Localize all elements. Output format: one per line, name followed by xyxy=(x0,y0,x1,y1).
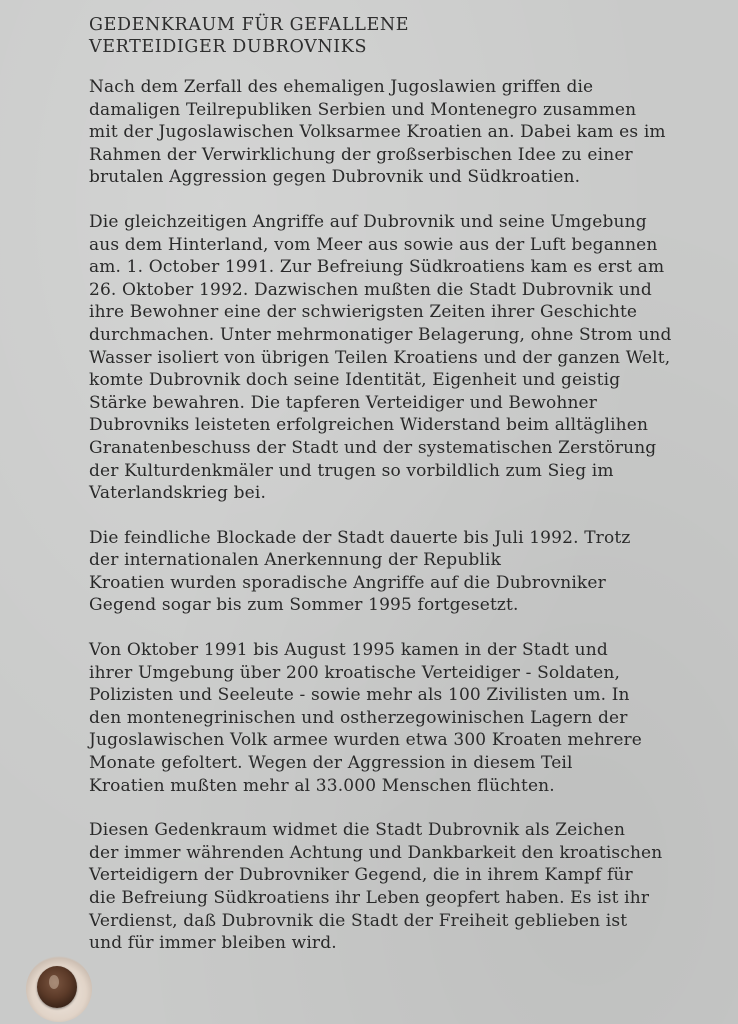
text-line: Stärke bewahren. Die tapferen Verteidiger und Bewohner xyxy=(89,392,598,413)
text-line: Nach dem Zerfall des ehemaligen Jugoslawien griffen die xyxy=(89,77,594,97)
text-line: Polizisten und Seeleute - sowie mehr als 100 Zivilisten um. In xyxy=(89,685,630,706)
text-line: ihrer Umgebung über 200 kroatische Verteidiger - Soldaten, xyxy=(89,662,621,683)
text-line: Vaterlandskrieg bei. xyxy=(89,483,266,504)
text-line: Von Oktober 1991 bis August 1995 kamen in der Stadt und xyxy=(89,640,608,661)
text-line: durchmachen. Unter mehrmonatiger Belagerung, ohne Strom und xyxy=(89,324,672,345)
text-line: komte Dubrovnik doch seine Identität, Eigenheit und geistig xyxy=(89,370,621,391)
text-line: damaligen Teilrepubliken Serbien und Montenegro zusammen xyxy=(89,99,637,120)
text-line: Rahmen der Verwirklichung der großserbischen Idee zu einer xyxy=(89,144,633,165)
text-line: aus dem Hinterland, vom Meer aus sowie aus der Luft begannen xyxy=(89,234,658,255)
plaque-title xyxy=(89,14,708,58)
paragraph-5 xyxy=(89,819,708,955)
text-line: den montenegrinischen und ostherzegowinischen Lagern der xyxy=(89,707,628,728)
text-line: Granatenbeschuss der Stadt und der systematischen Zerstörung xyxy=(89,437,657,458)
paragraph-4 xyxy=(89,639,708,797)
text-line: und für immer bleiben wird. xyxy=(89,933,337,954)
text-line: Kroatien mußten mehr al 33.000 Menschen flüchten. xyxy=(89,775,555,796)
text-line: Wasser isoliert von übrigen Teilen Kroatiens und der ganzen Welt, xyxy=(89,347,671,368)
text-line: der immer währenden Achtung und Dankbarkeit den kroatischen xyxy=(89,842,663,863)
text-line: am. 1. October 1991. Zur Befreiung Südkroatiens kam es erst am xyxy=(89,257,665,278)
paragraph-2 xyxy=(89,211,708,505)
title-line: VERTEIDIGER DUBROVNIKS xyxy=(89,37,368,57)
text-line: brutalen Aggression gegen Dubrovnik und Südkroatien. xyxy=(89,167,581,188)
title-line: GEDENKRAUM FÜR GEFALLENE xyxy=(89,15,410,35)
text-line: Die gleichzeitigen Angriffe auf Dubrovnik und seine Umgebung xyxy=(89,211,647,232)
text-line: Verdienst, daß Dubrovnik die Stadt der Freiheit geblieben ist xyxy=(89,910,628,931)
text-line: Monate gefoltert. Wegen der Aggression in diesem Teil xyxy=(89,753,573,774)
text-line: Kroatien wurden sporadische Angriffe auf die Dubrovniker xyxy=(89,572,606,593)
text-line: 26. Oktober 1992. Dazwischen mußten die Stadt Dubrovnik und xyxy=(89,279,652,300)
text-line: mit der Jugoslawischen Volksarmee Kroatien an. Dabei kam es im xyxy=(89,122,666,143)
screw-head-icon xyxy=(37,966,77,1008)
text-line: Die feindliche Blockade der Stadt dauerte bis Juli 1992. Trotz xyxy=(89,527,631,548)
text-line: Diesen Gedenkraum widmet die Stadt Dubrovnik als Zeichen xyxy=(89,820,626,841)
text-line: Jugoslawischen Volk armee wurden etwa 300 Kroaten mehrere xyxy=(89,730,643,751)
text-line: Gegend sogar bis zum Sommer 1995 fortgesetzt. xyxy=(89,595,519,616)
text-line: ihre Bewohner eine der schwierigsten Zeiten ihrer Geschichte xyxy=(89,302,638,323)
text-line: die Befreiung Südkroatiens ihr Leben geopfert haben. Es ist ihr xyxy=(89,888,650,908)
paragraph-3 xyxy=(89,527,708,617)
text-line: der internationalen Anerkennung der Republik xyxy=(89,550,502,571)
text-line: Verteidigern der Dubrovniker Gegend, die in ihrem Kampf für xyxy=(89,865,633,886)
text-line: der Kulturdenkmäler und trugen so vorbildlich zum Sieg im xyxy=(89,460,614,481)
text-line: Dubrovniks leisteten erfolgreichen Widerstand beim alltäglihen xyxy=(89,415,649,436)
paragraph-1 xyxy=(89,76,708,189)
